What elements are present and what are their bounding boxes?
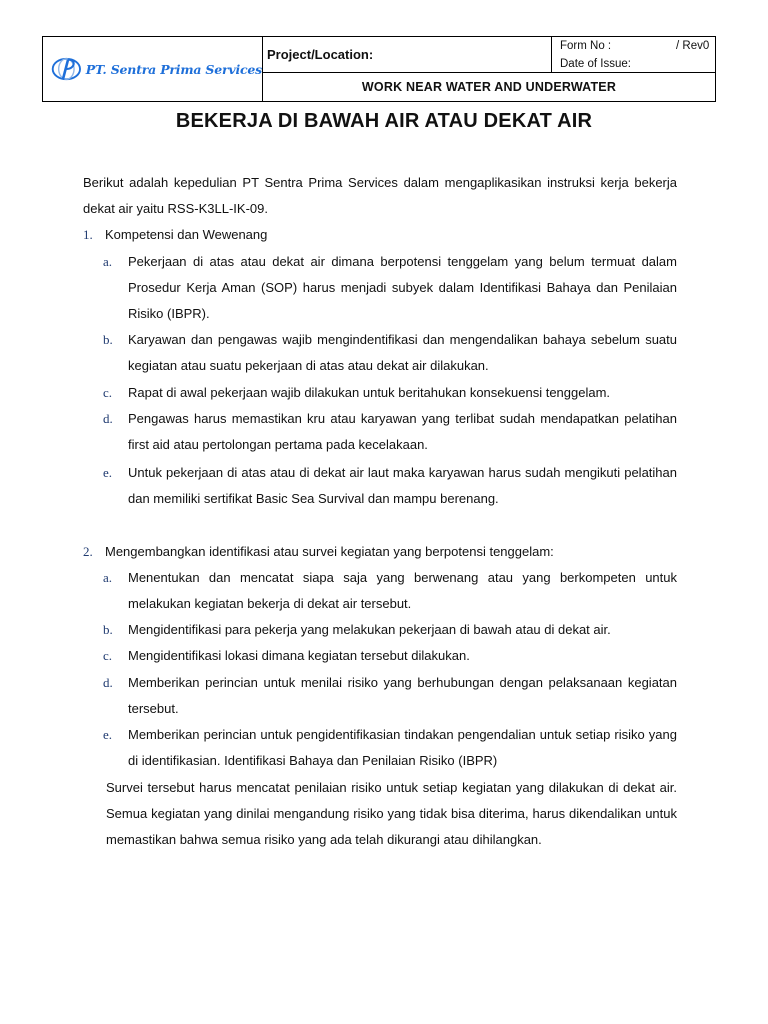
list-item [103, 327, 677, 379]
list-item [103, 249, 677, 327]
list-item [103, 617, 677, 643]
company-logo-icon [51, 54, 82, 84]
item-letter: b. [103, 332, 113, 347]
rev-label: / Rev0 [676, 40, 710, 52]
section-title: Mengembangkan identifikasi atau survei kegiatan yang berpotensi tenggelam: [105, 544, 554, 559]
item-letter: d. [103, 411, 113, 426]
item-text: Pekerjaan di atas atau dekat air dimana berpotensi tenggelam yang belum termuat dalam Prosedur Kerja Aman (SOP) harus menjadi subyek dalam Identifikasi Bahaya dan Penilaian Risiko (IBPR). [128, 254, 677, 321]
section-number: 1. [83, 227, 93, 242]
list-item [103, 460, 677, 512]
item-text: Menentukan dan mencatat siapa saja yang berwenang atau yang berkompeten untuk melakukan kegiatan bekerja di dekat air tersebut. [128, 570, 677, 611]
intro-paragraph: Berikut adalah kepedulian PT Sentra Prima Services dalam mengaplikasikan instruksi kerja bekerja dekat air yaitu RSS-K3LL-IK-09. [83, 175, 677, 216]
item-letter: e. [103, 465, 113, 480]
item-letter: e. [103, 727, 113, 742]
section-2-heading [83, 539, 554, 565]
project-location-label: Project/Location: [263, 37, 552, 73]
item-letter: c. [103, 385, 113, 400]
date-of-issue-label: Date of Issue: [560, 58, 631, 70]
company-name: PT. Sentra Prima Services [85, 61, 262, 77]
header-table [42, 36, 716, 102]
item-text: Mengidentifikasi lokasi dimana kegiatan tersebut dilakukan. [128, 648, 470, 663]
item-text: Rapat di awal pekerjaan wajib dilakukan untuk beritahukan konsekuensi tenggelam. [128, 385, 611, 400]
closing-paragraph: Survei tersebut harus mencatat penilaian risiko untuk setiap kegiatan yang dilakukan di dekat air. Semua kegiatan yang dinilai mengandung risiko yang tidak bisa diterima, harus dikendalikan untuk memastikan bahwa semua risiko yang ada telah dikurangi atau dihilangkan. [106, 780, 677, 847]
list-item [103, 565, 677, 617]
item-letter: d. [103, 675, 113, 690]
item-text: Memberikan perincian untuk menilai risiko yang berhubungan dengan pelaksanaan kegiatan tersebut. [128, 675, 677, 716]
item-letter: a. [103, 254, 113, 269]
section-number: 2. [83, 544, 93, 559]
item-text: Untuk pekerjaan di atas atau di dekat air laut maka karyawan harus sudah mengikuti pelatihan dan memiliki sertifikat Basic Sea Survival dan mampu berenang. [128, 465, 677, 506]
section-title: Kompetensi dan Wewenang [105, 227, 268, 242]
item-letter: a. [103, 570, 113, 585]
item-text: Memberikan perincian untuk pengidentifikasian tindakan pengendalian untuk setiap risiko yang di identifikasian. Identifikasi Bahaya dan Penilaian Risiko (IBPR) [128, 727, 677, 768]
list-item [103, 406, 677, 458]
logo-cell [43, 37, 263, 101]
section-1-heading [83, 222, 267, 248]
document-subtitle: WORK NEAR WATER AND UNDERWATER [361, 80, 617, 94]
item-letter: c. [103, 648, 113, 663]
list-item [103, 722, 677, 774]
page-title: BEKERJA DI BAWAH AIR ATAU DEKAT AIR [175, 110, 593, 132]
item-letter: b. [103, 622, 113, 637]
item-text: Karyawan dan pengawas wajib mengindentifikasi dan mengendalikan bahaya sebelum suatu kegiatan atau suatu pekerjaan di atas atau dekat air dilakukan. [128, 332, 677, 373]
list-item [103, 643, 677, 669]
item-text: Mengidentifikasi para pekerja yang melakukan pekerjaan di bawah atau di dekat air. [128, 622, 611, 637]
list-item [103, 380, 677, 406]
form-info-cell [552, 37, 715, 73]
form-no-label: Form No : [560, 40, 612, 52]
item-text: Pengawas harus memastikan kru atau karyawan yang terlibat sudah mendapatkan pelatihan first aid atau pertolongan pertama pada kecelakaan. [128, 411, 677, 452]
list-item [103, 670, 677, 722]
